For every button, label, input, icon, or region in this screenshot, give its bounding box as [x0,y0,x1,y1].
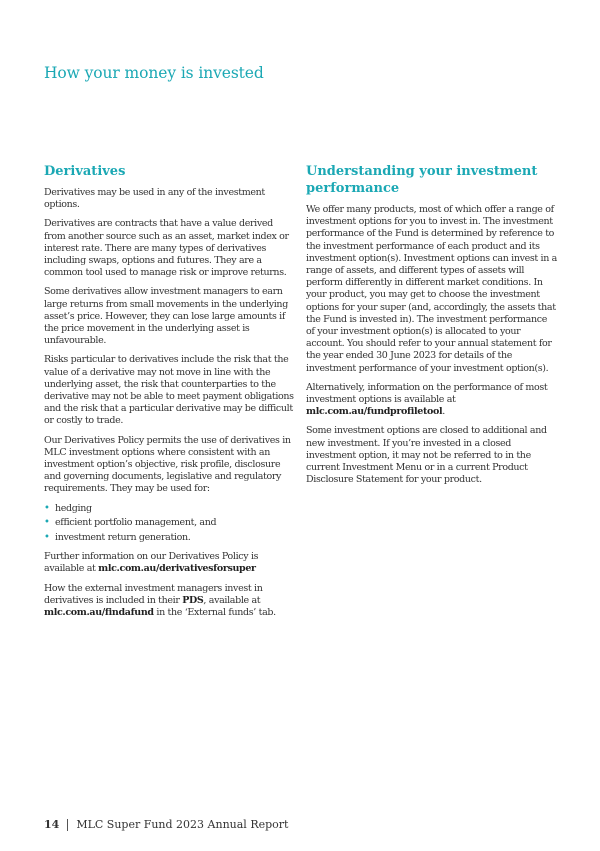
performance-section [306,163,558,493]
derivatives-risks: Risks particular to derivatives include the risk that the value of a derivative may not move in line with the underlying asset, the risk that counterparties to the derivative may not be able to meet payment obligations and the risk that a particular derivative may be difficult or costly to trade. [44,354,294,427]
bullet-icon: • [44,532,50,544]
page-footer [44,818,288,831]
list-item: • efficient portfolio management, and [44,517,217,529]
derivatives-intro: Derivatives may be used in any of the investment options. [44,187,265,211]
page-title: How your money is invested [44,64,264,82]
report-title: MLC Super Fund 2023 Annual Report [76,818,289,831]
footer-divider [67,819,68,831]
performance-body: We offer many products, most of which offer a range of investment options for you to invest in. The investment performance of the Fund is determined by reference to the investment performance of each product and its investment option(s). Investment options can invest in a range of assets, and different types of assets will perform differently in different market conditions. In your product, you may get to choose the investment options for your super (and, accordingly, the assets that the Fund is invested in). The investment performance of your investment option(s) is allocated to your account. You should refer to your annual statement for the year ended 30 June 2023 for details of the investment performance of your investment option(s). [306,204,557,374]
derivatives-policy-info: Further information on our Derivatives Policy is available at mlc.com.au/derivativesforsuper [44,551,259,575]
list-item: • investment return generation. [44,532,191,544]
fundprofiletool-link[interactable]: mlc.com.au/fundprofiletool [306,406,443,418]
derivatives-definition: Derivatives are contracts that have a value derived from another source such as an asset, market index or interest rate. There are many types of derivatives including swaps, options and futures. They are a common tool used to manage risk or improve returns. [44,218,289,279]
derivatives-returns: Some derivatives allow investment managers to earn large returns from small movements in the underlying asset’s price. However, they can lose large amounts if the price movement in the underlying asset is unfavourable. [44,286,288,347]
derivatives-uses-list [44,503,294,545]
performance-heading: Understanding your investment performance [306,164,538,196]
page-number: 14 [44,818,60,831]
derivatives-policy: Our Derivatives Policy permits the use of derivatives in MLC investment options where consistent with an investment option’s objective, risk profile, disclosure and governing documents, legislative and regulatory requirements. They may be used for: [44,434,291,495]
derivatives-policy-link[interactable]: mlc.com.au/derivativesforsuper [98,563,256,575]
external-managers-info: How the external investment managers invest in derivatives is included in their PDS, available at mlc.com.au/findafund in the ‘External funds’ tab. [44,582,276,619]
performance-alternative: Alternatively, information on the performance of most investment options is available at mlc.com.au/fundprofiletool. [306,381,548,418]
list-item: • hedging [44,502,92,514]
closed-options-note: Some investment options are closed to additional and new investment. If you’re invested in a closed investment option, it may not be referred to in the current Investment Menu or in a current Product Disclosure Statement for your product. [306,425,547,486]
findafund-link[interactable]: mlc.com.au/findafund [44,607,154,619]
derivatives-section [44,163,294,626]
bullet-icon: • [44,502,50,514]
bullet-icon: • [44,517,50,529]
derivatives-heading: Derivatives [44,164,126,179]
pds-label: PDS [182,594,204,606]
